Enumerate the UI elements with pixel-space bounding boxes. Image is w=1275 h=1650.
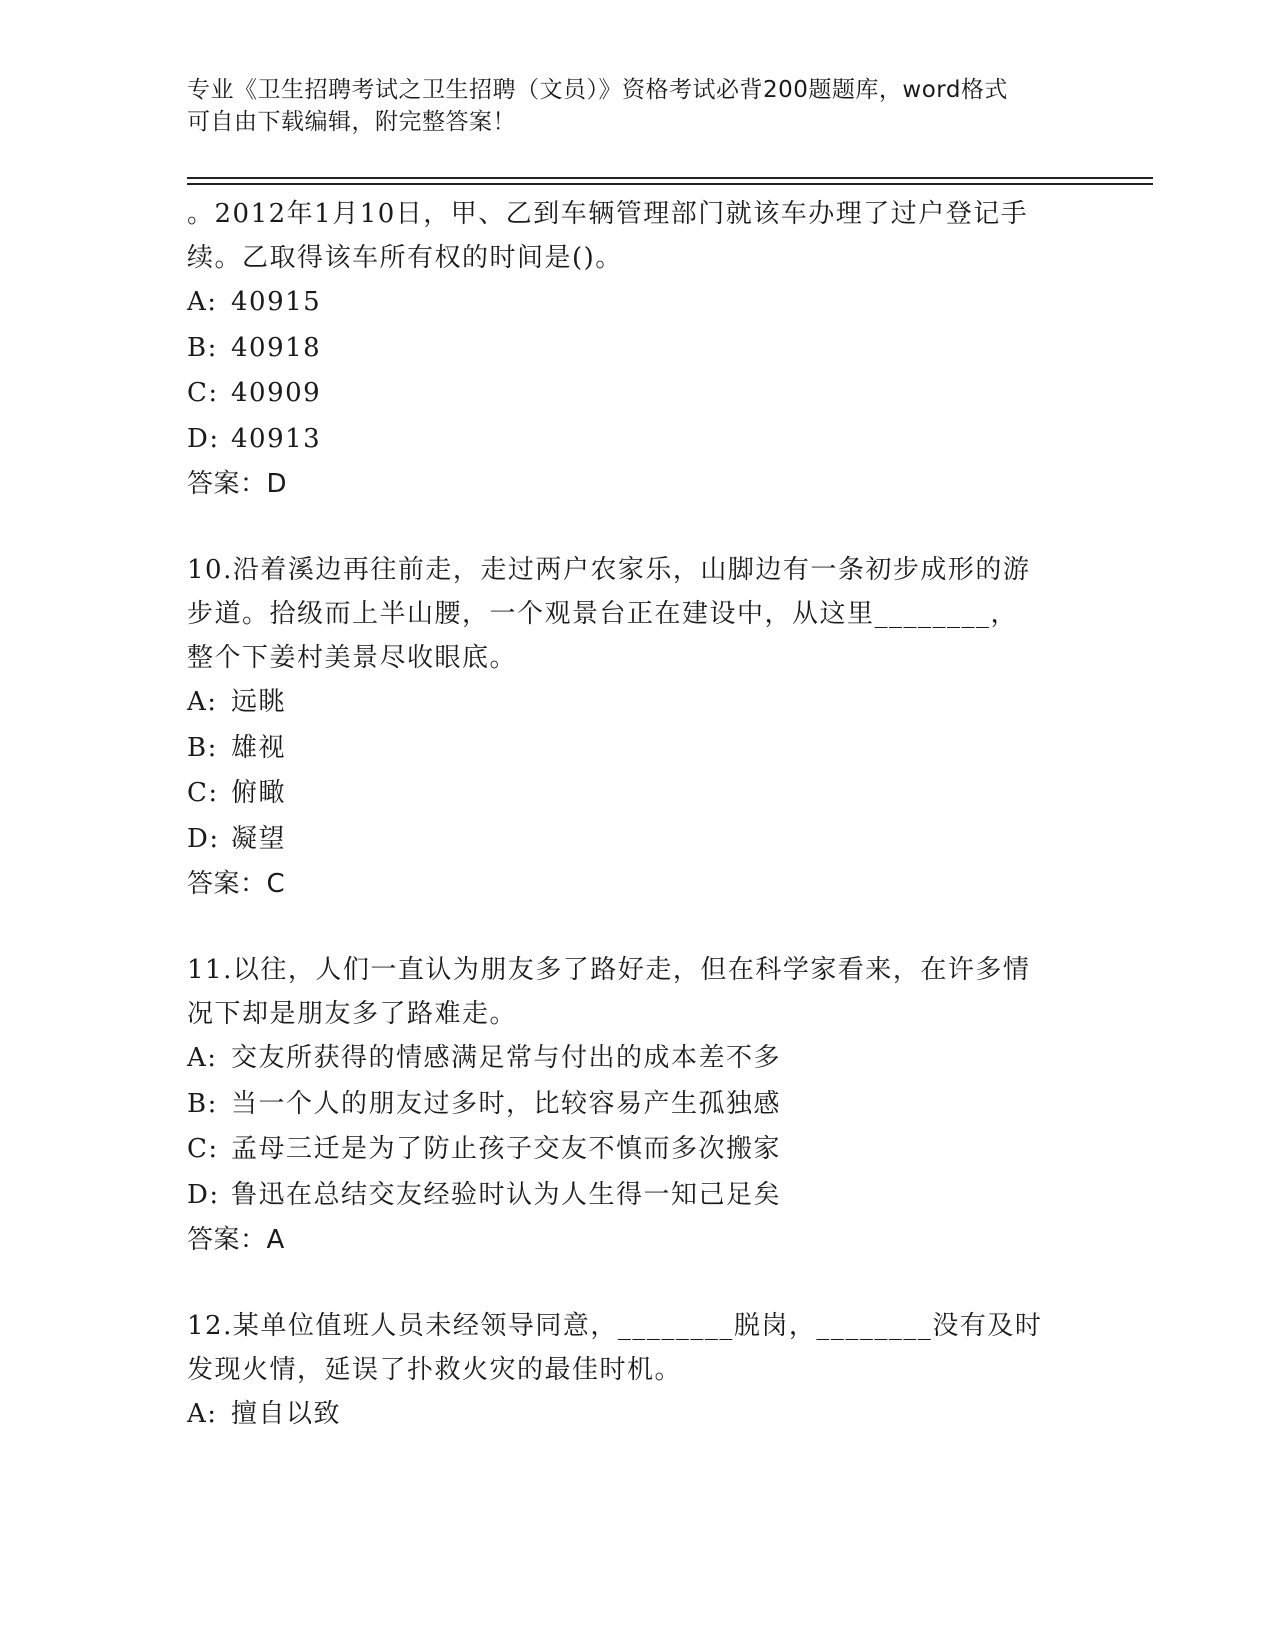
header-line-2: 可自由下载编辑，附完整答案！ bbox=[187, 109, 516, 135]
option-label: D: bbox=[187, 423, 220, 454]
question-block bbox=[187, 548, 1087, 907]
option-text: 40915 bbox=[231, 287, 322, 317]
spacer bbox=[187, 1263, 1087, 1304]
option-b bbox=[187, 1082, 1087, 1128]
question-block bbox=[187, 948, 1087, 1263]
option-a bbox=[187, 1036, 1087, 1082]
question-text-line: 发现火情，延误了扑救火灾的最佳时机。 bbox=[187, 1355, 683, 1385]
header-rule-bottom bbox=[187, 183, 1153, 185]
question-text-line: 步道。拾级而上半山腰，一个观景台正在建设中，从这里________， bbox=[187, 599, 1019, 629]
option-a bbox=[187, 280, 1087, 326]
option-text: 40913 bbox=[231, 423, 322, 454]
answer-line: 答案：A bbox=[187, 1225, 285, 1255]
option-text: 俯瞰 bbox=[231, 778, 287, 808]
option-text: 孟母三迁是为了防止孩子交友不慎而多次搬家 bbox=[231, 1134, 782, 1164]
question-text-line: 。2012年1月10日，甲、乙到车辆管理部门就该车办理了过户登记手 bbox=[187, 199, 1029, 229]
question-text-line: 况下却是朋友多了路难走。 bbox=[187, 999, 518, 1029]
option-text: 擅自以致 bbox=[231, 1399, 342, 1429]
option-a bbox=[187, 1392, 1087, 1438]
option-label: A: bbox=[187, 1043, 218, 1073]
document-header bbox=[187, 74, 1087, 138]
question-block bbox=[187, 192, 1087, 507]
spacer bbox=[187, 907, 1087, 948]
option-text: 40918 bbox=[231, 332, 322, 363]
answer-line: 答案：C bbox=[187, 869, 286, 899]
header-line-1: 专业《卫生招聘考试之卫生招聘（文员）》资格考试必背200题题库，word格式 bbox=[187, 77, 1008, 103]
option-text: 当一个人的朋友过多时，比较容易产生孤独感 bbox=[231, 1088, 782, 1119]
option-label: B: bbox=[187, 1088, 218, 1119]
option-label: D: bbox=[187, 823, 220, 854]
question-text-line: 10.沿着溪边再往前走，走过两户农家乐，山脚边有一条初步成形的游 bbox=[187, 555, 1031, 585]
option-d bbox=[187, 1173, 1087, 1219]
option-label: D: bbox=[187, 1179, 220, 1210]
option-label: C: bbox=[187, 778, 219, 808]
spacer bbox=[187, 507, 1087, 548]
option-text: 40909 bbox=[231, 378, 322, 408]
option-text: 远眺 bbox=[231, 687, 287, 717]
header-rule-top bbox=[187, 177, 1153, 179]
option-label: A: bbox=[187, 1399, 218, 1429]
option-label: C: bbox=[187, 378, 219, 408]
option-label: A: bbox=[187, 287, 218, 317]
option-b bbox=[187, 726, 1087, 772]
option-c bbox=[187, 1127, 1087, 1173]
answer-line: 答案：D bbox=[187, 469, 288, 499]
option-d bbox=[187, 817, 1087, 863]
option-c bbox=[187, 371, 1087, 417]
option-label: A: bbox=[187, 687, 218, 717]
option-text: 凝望 bbox=[231, 823, 287, 854]
question-text-line: 11.以往，人们一直认为朋友多了路好走，但在科学家看来，在许多情 bbox=[187, 955, 1031, 985]
option-text: 交友所获得的情感满足常与付出的成本差不多 bbox=[231, 1043, 782, 1073]
option-text: 鲁迅在总结交友经验时认为人生得一知己足矣 bbox=[231, 1179, 782, 1210]
option-d bbox=[187, 417, 1087, 463]
option-c bbox=[187, 771, 1087, 817]
option-a bbox=[187, 680, 1087, 726]
option-label: B: bbox=[187, 732, 218, 763]
question-text-line: 整个下姜村美景尽收眼底。 bbox=[187, 643, 518, 673]
option-b bbox=[187, 326, 1087, 372]
question-block bbox=[187, 1304, 1087, 1438]
question-text-line: 12.某单位值班人员未经领导同意，________脱岗，________没有及时 bbox=[187, 1311, 1043, 1341]
option-label: C: bbox=[187, 1134, 219, 1164]
question-list bbox=[187, 190, 1087, 1438]
option-text: 雄视 bbox=[231, 732, 287, 763]
option-label: B: bbox=[187, 332, 218, 363]
question-text-line: 续。乙取得该车所有权的时间是()。 bbox=[187, 243, 623, 273]
